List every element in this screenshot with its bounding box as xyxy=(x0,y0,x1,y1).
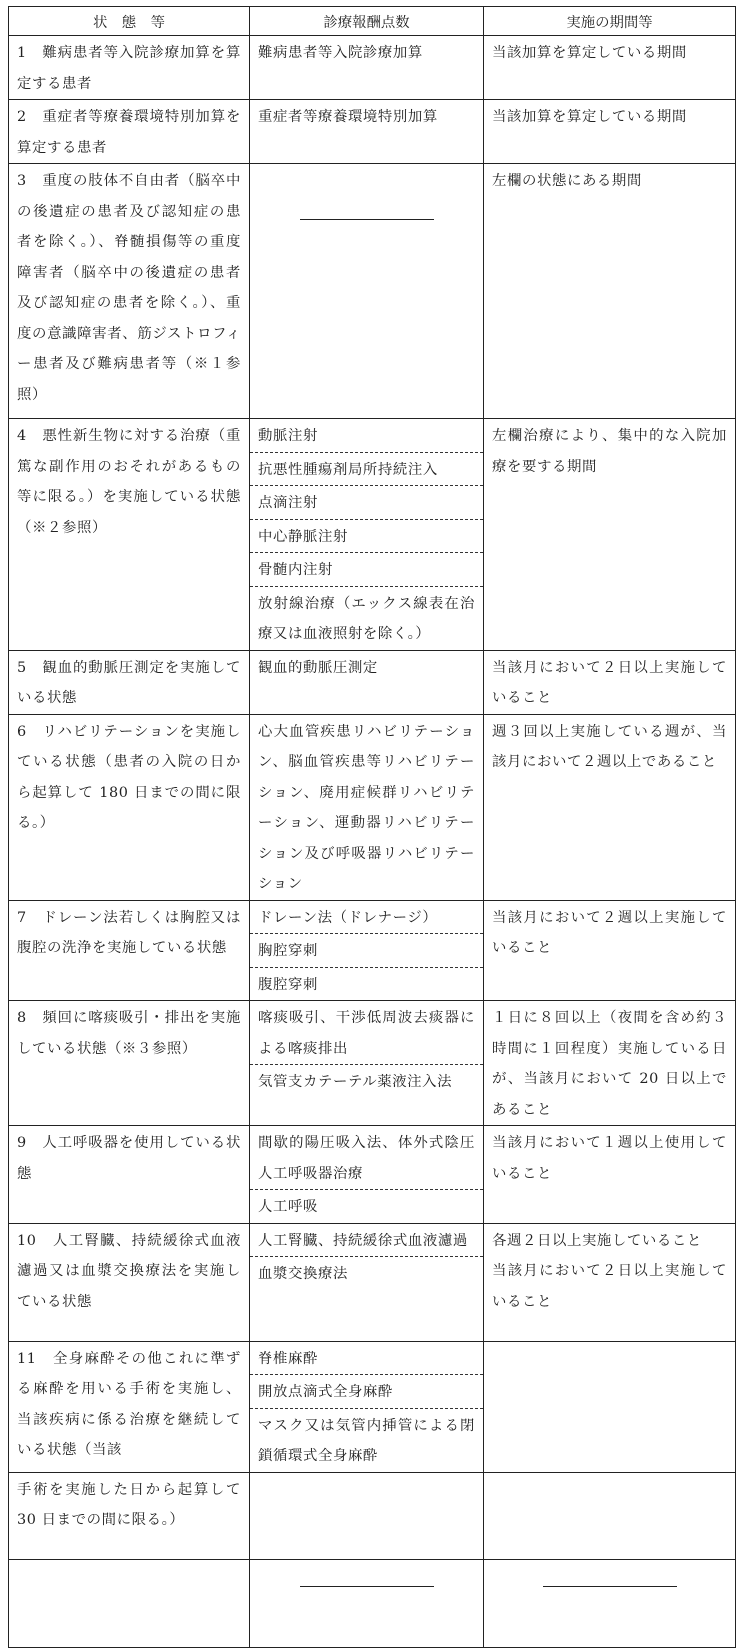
empty-cell xyxy=(250,1472,484,1559)
table-row xyxy=(9,1559,736,1647)
fee-item: 観血的動脈圧測定 xyxy=(258,659,378,676)
table-row xyxy=(9,164,736,419)
period-cell: 当該加算を算定している期間 xyxy=(492,109,687,125)
not-applicable-cell xyxy=(250,1559,484,1647)
fee-item: 難病患者等入院診療加算 xyxy=(258,45,423,61)
period-cell: 当該月において１週以上使用していること xyxy=(492,1135,727,1182)
state-cell: 手術を実施した日から起算して 30 日までの間に限る。） xyxy=(17,1481,241,1528)
fee-item: 間歇的陽圧吸入法、体外式陰圧人工呼吸器治療 xyxy=(258,1135,475,1182)
table-row xyxy=(9,36,736,100)
period-cell: 当該月において２週以上実施していること xyxy=(492,909,727,956)
fee-item: 抗悪性腫瘍剤局所持続注入 xyxy=(250,452,483,486)
period-cell: 左欄治療により、集中的な入院加療を要する期間 xyxy=(492,428,727,475)
table-row xyxy=(9,1223,736,1341)
period-cell: 当該加算を算定している期間 xyxy=(492,45,687,61)
table-row xyxy=(9,650,736,714)
fee-item: ドレーン法（ドレナージ） xyxy=(258,909,438,926)
header-fee-points: 診療報酬点数 xyxy=(250,7,484,36)
table-row xyxy=(9,1001,736,1126)
header-period: 実施の期間等 xyxy=(484,7,736,36)
period-cell: 各週２日以上実施していること 当該月において２日以上実施していること xyxy=(492,1232,727,1310)
dash-line xyxy=(300,1586,434,1587)
fee-item: 人工呼吸 xyxy=(250,1189,483,1223)
state-cell: 1 難病患者等入院診療加算を算定する患者 xyxy=(17,45,241,92)
fee-item: 気管支カテーテル薬液注入法 xyxy=(250,1064,483,1098)
fee-item: 動脈注射 xyxy=(258,428,318,444)
fee-item: 腹腔穿刺 xyxy=(250,967,483,1001)
header-state: 状 態 等 xyxy=(9,7,250,36)
fee-item: 骨髄内注射 xyxy=(250,552,483,586)
dash-line xyxy=(300,219,434,220)
fee-item: 脊椎麻酔 xyxy=(258,1350,318,1367)
table-row xyxy=(9,1341,736,1472)
state-cell: 4 悪性新生物に対する治療（重篤な副作用のおそれがあるもの等に限る。）を実施している状態（※２参照） xyxy=(17,428,241,536)
state-cell: 9 人工呼吸器を使用している状態 xyxy=(17,1135,241,1182)
not-applicable-cell xyxy=(484,1559,736,1647)
period-cell: 週３回以上実施している週が、当該月において２週以上であること xyxy=(492,723,727,770)
fee-item: 血漿交換療法 xyxy=(250,1256,483,1290)
table-row xyxy=(9,419,736,651)
period-cell xyxy=(484,1342,735,1344)
state-cell: 3 重度の肢体不自由者（脳卒中の後遺症の患者及び認知症の患者を除く。）、脊髄損傷等の重度障害者（脳卒中の後遺症の患者及び認知症の患者を除く。）、重度の意識障害者、筋ジストロフィー患者及び難病患者等（※１参照） xyxy=(17,173,241,403)
fee-item: マスク又は気管内挿管による閉鎖循環式全身麻酔 xyxy=(250,1408,483,1472)
state-cell: 2 重症者等療養環境特別加算を算定する患者 xyxy=(17,109,241,156)
state-cell: 6 リハビリテーションを実施している状態（患者の入院の日から起算して 180 日までの間に限る。） xyxy=(17,723,241,831)
period-cell: 当該月において２日以上実施していること xyxy=(492,659,727,706)
header-row xyxy=(9,7,736,36)
fee-item: 心大血管疾患リハビリテーション、脳血管疾患等リハビリテーション、廃用症候群リハビリテーション、運動器リハビリテーション及び呼吸器リハビリテーション xyxy=(258,723,475,892)
empty-cell xyxy=(484,1472,736,1559)
state-cell: 7 ドレーン法若しくは胸腔又は腹腔の洗浄を実施している状態 xyxy=(17,909,241,956)
state-cell: 5 観血的動脈圧測定を実施している状態 xyxy=(17,659,241,706)
period-cell: 左欄の状態にある期間 xyxy=(492,173,642,189)
dash-line xyxy=(543,1586,677,1587)
table-row xyxy=(9,1472,736,1559)
table-row xyxy=(9,100,736,164)
table-row xyxy=(9,1126,736,1224)
fee-item: 胸腔穿刺 xyxy=(250,933,483,967)
table-row xyxy=(9,714,736,900)
table-row xyxy=(9,900,736,1001)
period-cell: １日に８回以上（夜間を含め約３時間に１回程度）実施している日が、当該月において 20 日以上であること xyxy=(492,1010,727,1118)
fee-item: 人工腎臓、持続緩徐式血液濾過 xyxy=(258,1232,468,1249)
fee-item: 重症者等療養環境特別加算 xyxy=(258,109,438,125)
fee-item: 中心静脈注射 xyxy=(250,519,483,553)
conditions-table xyxy=(8,6,736,1648)
state-cell: 11 全身麻酔その他これに準ずる麻酔を用いる手術を実施し、当該疾病に係る治療を継続している状態（当該 xyxy=(17,1350,241,1458)
fee-item: 開放点滴式全身麻酔 xyxy=(250,1374,483,1408)
empty-cell xyxy=(9,1559,250,1647)
state-cell: 10 人工腎臓、持続緩徐式血液濾過又は血漿交換療法を実施している状態 xyxy=(17,1232,241,1310)
fee-item: 喀痰吸引、干渉低周波去痰器による喀痰排出 xyxy=(258,1010,475,1057)
state-cell: 8 頻回に喀痰吸引・排出を実施している状態（※３参照） xyxy=(17,1010,241,1057)
fee-item: 放射線治療（エックス線表在治療又は血液照射を除く。） xyxy=(250,586,483,650)
fee-item: 点滴注射 xyxy=(250,485,483,519)
not-applicable-cell xyxy=(250,164,484,419)
